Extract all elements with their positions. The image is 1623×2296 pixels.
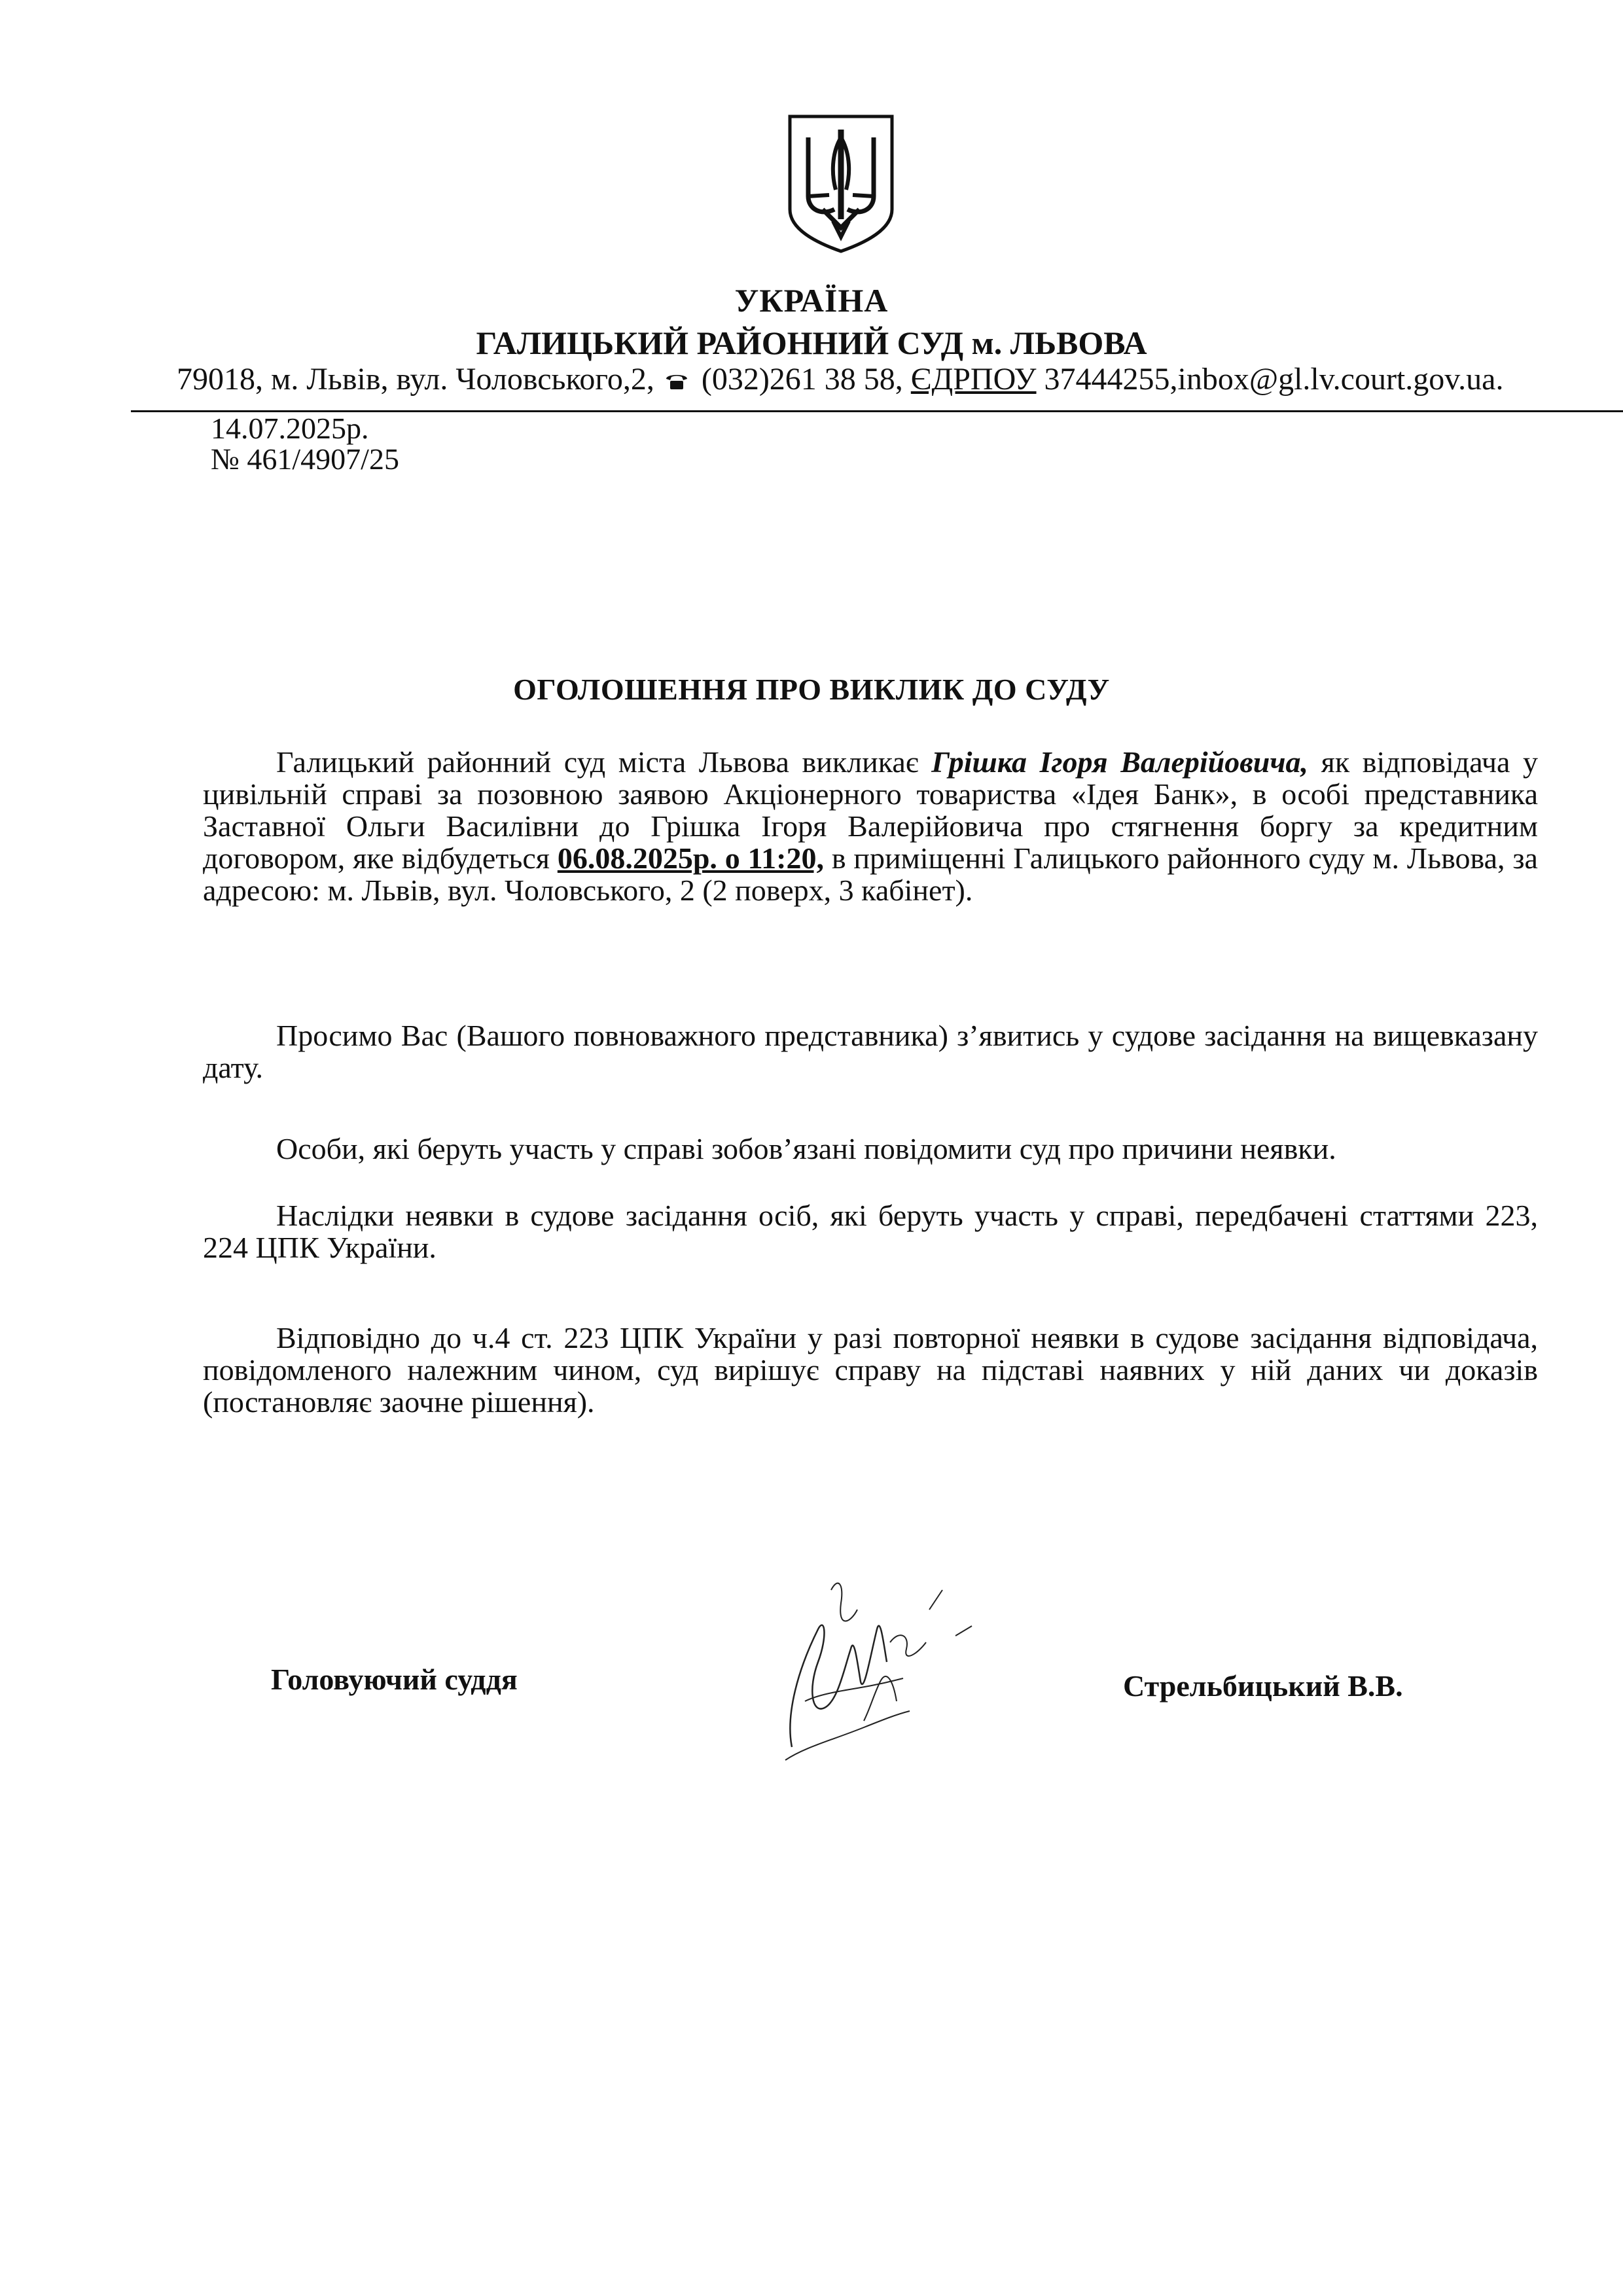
p1-middle: як відповідача у цивільній справі за позовною заявою Акціонерного товариства «Ідея Банк», в особі представника Заставної Ольги Василівни до Грішка Ігоря Валерійовича про стягнення боргу за кредитним договором, яке відбудеться	[203, 745, 1538, 875]
paragraph-obligation	[203, 1133, 1538, 1165]
document-title: ОГОЛОШЕННЯ ПРО ВИКЛИК ДО СУДУ	[513, 673, 1110, 706]
defendant-name: Грішка Ігоря Валерійовича,	[931, 745, 1309, 779]
edrpou-label: ЄДРПОУ	[910, 362, 1037, 397]
telephone-icon	[664, 371, 690, 391]
document-date: 14.07.2025р.	[211, 412, 369, 445]
p2-text: Просимо Вас (Вашого повноважного представника) з’явитись у судове засідання на вищевказану дату.	[203, 1019, 1538, 1084]
case-number: № 461/4907/25	[211, 442, 399, 476]
court-phone: (032)261 38 58,	[701, 362, 903, 397]
p4-text: Наслідки неявки в судове засідання осіб, які беруть участь у справі, передбачені статтями 223, 224 ЦПК України.	[203, 1199, 1538, 1264]
handwritten-signature	[746, 1551, 982, 1773]
p5-text: Відповідно до ч.4 ст. 223 ЦПК України у разі повторної неявки в судове засідання відповідача, повідомленого належним чином, суд вирішує справу на підставі наявних у ній даних чи доказів (постановляє заочне рішення).	[203, 1321, 1538, 1419]
court-name-heading: ГАЛИЦЬКИЙ РАЙОННИЙ СУД м. ЛЬВОВА	[476, 325, 1147, 361]
paragraph-summons	[203, 746, 1538, 906]
paragraph-default-judgment	[203, 1322, 1538, 1418]
judge-name: Стрельбицький В.В.	[1123, 1669, 1403, 1703]
court-address: 79018, м. Львів, вул. Чоловського,2,	[177, 362, 654, 397]
p1-end: в приміщенні Галицького районного суду м. Львова, за адресою: м. Львів, вул. Чоловського, 2 (2 поверх, 3 кабінет).	[203, 841, 1538, 907]
ukraine-trident-emblem-icon	[782, 111, 900, 254]
paragraph-request	[203, 1019, 1538, 1084]
presiding-judge-title: Головуючий суддя	[271, 1663, 518, 1696]
edrpou-and-email: 37444255,inbox@gl.lv.court.gov.ua.	[1044, 362, 1504, 397]
hearing-datetime: 06.08.2025р. о 11:20,	[557, 841, 824, 875]
p1-start: Галицький районний суд міста Львова викликає	[276, 745, 932, 779]
paragraph-consequences	[203, 1199, 1538, 1263]
country-heading: УКРАЇНА	[734, 282, 889, 319]
court-contact-line	[177, 361, 1603, 397]
p3-text: Особи, які беруть участь у справі зобов’язані повідомити суд про причини неявки.	[276, 1132, 1336, 1165]
